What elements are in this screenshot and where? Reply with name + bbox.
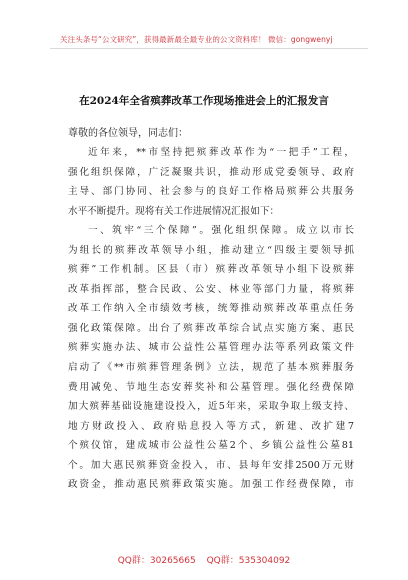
body-line: 近年来，**市坚持把殡葬改革作为“一把手”工程，	[88, 147, 354, 158]
body-line: 强化政策保障。出台了殡葬改革综合试点实施方案、惠民	[68, 322, 354, 334]
header-notice: 关注头条号“公文研究”，获得最新最全最专业的公文资料库！ 微信：gongwenyj	[60, 35, 333, 44]
body-line: 启动了《**市殡葬管理条例》立法，规范了基本殡葬服务	[68, 362, 354, 374]
qq-group-1: QQ群：30265665	[117, 556, 196, 566]
body-line: 主导、部门协同、社会参与的良好工作格局殡葬公共服务	[68, 186, 354, 198]
document-title: 在2024年全省殡葬改革工作现场推进会上的汇报发言	[79, 95, 329, 107]
qq-group-2: QQ群：535304092	[206, 556, 291, 566]
document-body	[68, 143, 354, 495]
body-line: 改革工作纳入全市绩效考核，统筹推动殡葬改革重点任务	[68, 303, 354, 315]
body-line: 殡葬实施办法、城市公益性公墓管理办法等系列政策文件	[68, 342, 354, 354]
body-line: 一、筑牢“三个保障”。强化组织保障。成立以市长	[88, 225, 354, 237]
footer-contacts	[0, 553, 408, 566]
body-line: 改革指挥部，整合民政、公安、林业等部门力量，将殡葬	[68, 283, 354, 295]
body-line: 地方财政投入、政府贴息投入等方式，新建、改扩建7	[68, 420, 354, 432]
body-line: 加大殡葬基础设施建设投入，近5年来，采取争取上级支持、	[68, 401, 354, 413]
greeting-line: 尊敬的各位领导，同志们：	[68, 128, 188, 139]
header-divider	[50, 48, 368, 49]
body-line: 费用减免、节地生态安葬奖补和公墓管理。强化经费保障	[68, 381, 354, 393]
body-line: 强化组织保障，广泛凝聚共识，推动形成党委领导、政府	[68, 166, 354, 178]
body-line: 个殡仪馆，建成城市公益性公墓2个、乡镇公益性公墓81	[68, 440, 354, 452]
body-line: 为组长的殡葬改革领导小组，推动建立“四级主要领导抓	[68, 244, 354, 256]
body-line: 水平不断提升。现将有关工作进展情况汇报如下：	[68, 205, 280, 217]
body-line: 殡葬”工作机制。区县（市）殡葬改革领导小组下设殡葬	[68, 264, 354, 276]
body-line: 政资金，推动惠民殡葬政策实施。加强工作经费保障，市	[68, 479, 354, 491]
body-line: 个。加大惠民殡葬资金投入，市、县每年安排2500万元财	[68, 459, 354, 471]
